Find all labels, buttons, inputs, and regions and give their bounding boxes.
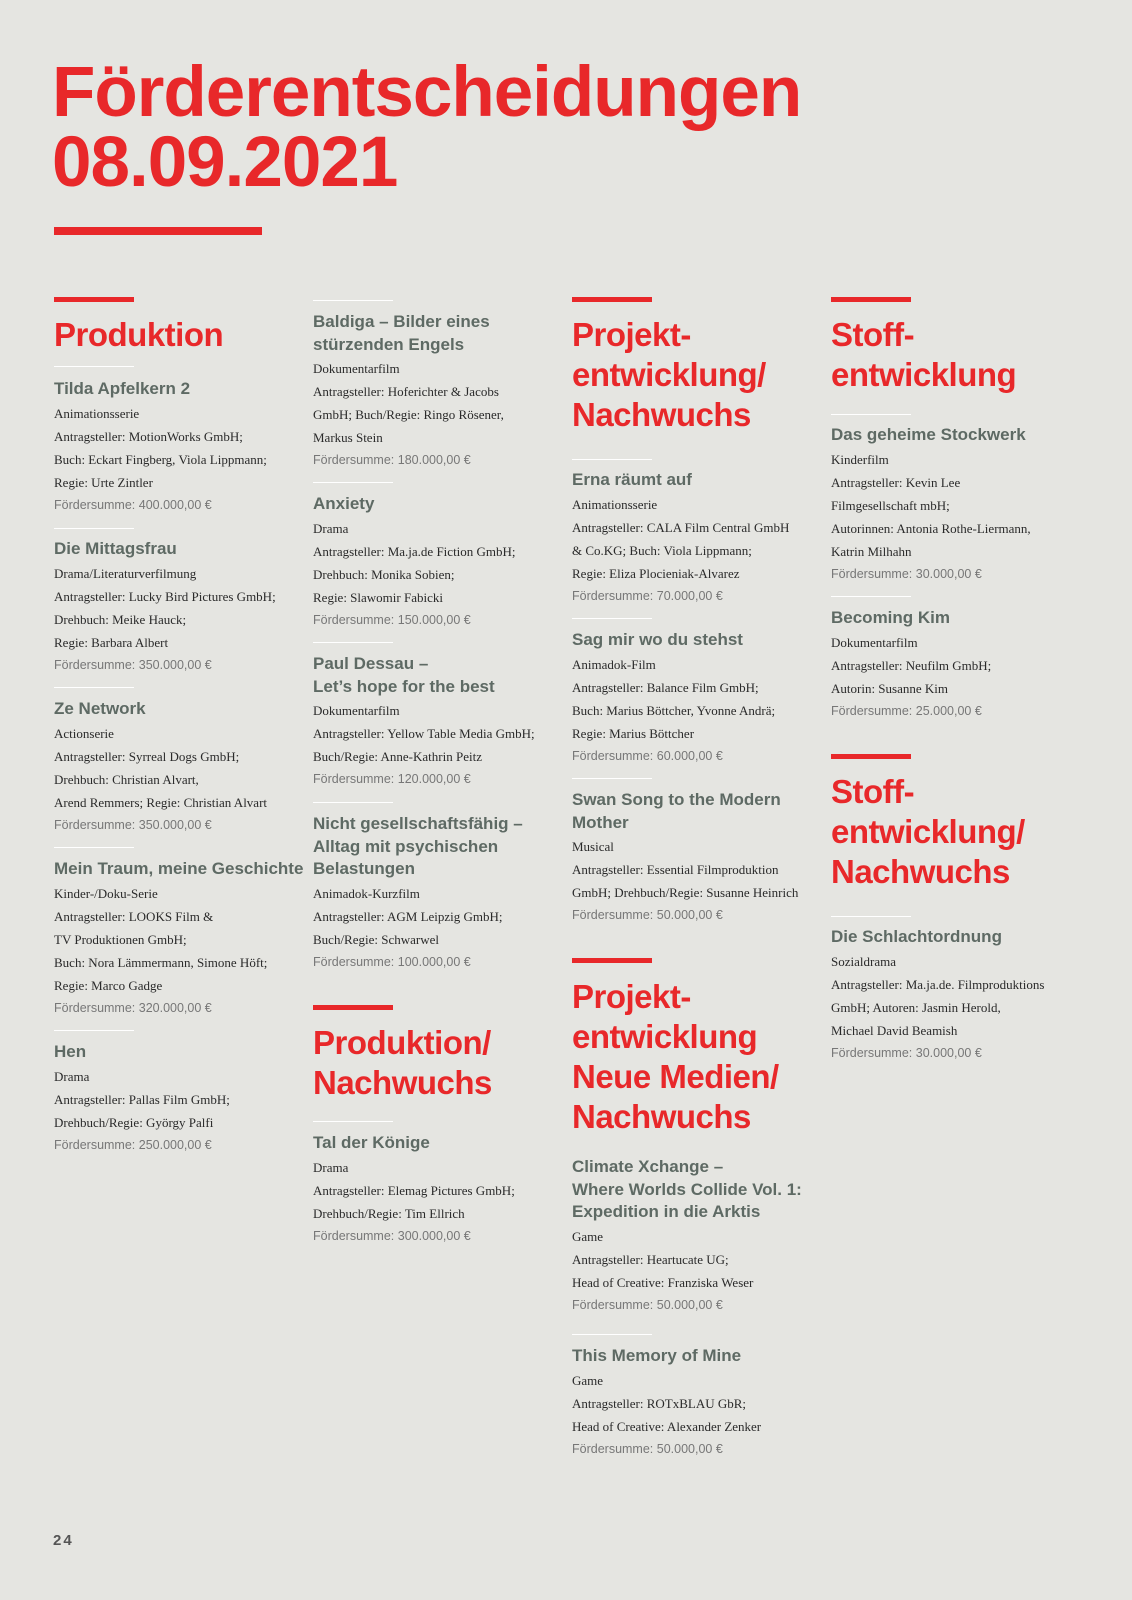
- list-item: [54, 378, 304, 517]
- list-item: [313, 1132, 563, 1248]
- entry-divider: [54, 366, 134, 367]
- entry-detail-line: & Co.KG; Buch: Viola Lippmann;: [572, 542, 752, 558]
- section-heading-projektentwicklung-nachwuchs: Projekt- entwicklung/ Nachwuchs: [572, 316, 766, 433]
- entry-amount: Fördersumme: 50.000,00 €: [572, 908, 723, 922]
- entry-detail-line: Antragsteller: Pallas Film GmbH;: [54, 1091, 230, 1107]
- entry-genre: Drama: [313, 520, 349, 536]
- entry-detail-line: Buch/Regie: Schwarwel: [313, 931, 439, 947]
- entry-detail-line: Antragsteller: Yellow Table Media GmbH;: [313, 726, 535, 741]
- entry-amount: Fördersumme: 50.000,00 €: [572, 1297, 723, 1312]
- entry-detail-line: Antragsteller: Balance Film GmbH;: [572, 679, 759, 695]
- entry-amount: Fördersumme: 30.000,00 €: [831, 566, 982, 581]
- list-item: [572, 1156, 822, 1317]
- entry-genre: Sozialdrama: [831, 953, 896, 969]
- entry-genre: Drama: [54, 1068, 90, 1084]
- entry-title: Die Schlachtordnung: [831, 927, 1002, 946]
- entry-amount: Fördersumme: 350.000,00 €: [54, 657, 212, 672]
- entry-divider: [54, 687, 134, 688]
- entry-divider: [313, 482, 393, 483]
- list-item: [572, 789, 822, 927]
- entry-genre: Drama: [313, 1159, 349, 1175]
- entry-genre: Animationsserie: [54, 405, 140, 421]
- page-number: 24: [53, 1532, 74, 1549]
- entry-title: Paul Dessau – Let’s hope for the best: [313, 654, 495, 696]
- section-heading-produktion: Produktion: [54, 316, 224, 353]
- entry-detail-line: Regie: Eliza Plocieniak-Alvarez: [572, 565, 740, 581]
- entry-genre: Actionserie: [54, 725, 114, 741]
- entry-title: Anxiety: [313, 494, 375, 513]
- entry-genre: Animadok-Film: [572, 656, 656, 672]
- entry-detail-line: Antragsteller: Syrreal Dogs GmbH;: [54, 748, 240, 764]
- entry-title: Hen: [54, 1042, 87, 1061]
- entry-detail-line: Buch/Regie: Anne-Kathrin Peitz: [313, 749, 482, 764]
- entry-detail-line: Antragsteller: AGM Leipzig GmbH;: [313, 908, 503, 924]
- entry-detail-line: Drehbuch: Christian Alvart,: [54, 771, 199, 787]
- title-date: 08.09.2021: [52, 123, 398, 202]
- entry-genre: Animationsserie: [572, 496, 658, 512]
- entry-genre: Kinderfilm: [831, 451, 889, 467]
- entry-divider: [313, 300, 393, 301]
- section-accent-bar: [313, 1005, 393, 1010]
- section-accent-bar: [572, 958, 652, 963]
- entry-detail-line: Filmgesellschaft mbH;: [831, 497, 950, 513]
- entry-amount: Fördersumme: 350.000,00 €: [54, 817, 212, 832]
- entry-detail-line: Antragsteller: Heartucate UG;: [572, 1251, 729, 1267]
- entry-genre: Animadok-Kurzfilm: [313, 885, 420, 901]
- list-item: [572, 629, 822, 768]
- entry-detail-line: Antragsteller: Elemag Pictures GmbH;: [313, 1182, 515, 1198]
- entry-detail-line: Head of Creative: Alexander Zenker: [572, 1418, 762, 1434]
- entry-divider: [572, 1334, 652, 1335]
- entry-detail-line: Katrin Milhahn: [831, 543, 912, 559]
- entry-detail-line: Buch: Nora Lämmermann, Simone Höft;: [54, 954, 268, 970]
- entry-title: Tilda Apfelkern 2: [54, 379, 191, 398]
- entry-divider: [831, 414, 911, 415]
- entry-amount: Fördersumme: 100.000,00 €: [313, 954, 471, 969]
- entry-genre: Kinder-/Doku-Serie: [54, 885, 158, 901]
- entry-amount: Fördersumme: 60.000,00 €: [572, 748, 723, 763]
- entry-divider: [831, 596, 911, 597]
- entry-detail-line: Drehbuch/Regie: György Palfi: [54, 1114, 214, 1130]
- section-heading-stoffentwicklung-nachwuchs: Stoff- entwicklung/ Nachwuchs: [831, 773, 1025, 890]
- entry-detail-line: Antragsteller: Ma.ja.de Fiction GmbH;: [313, 543, 516, 559]
- entry-title: Nicht gesellschaftsfähig – Alltag mit psychischen Belastungen: [313, 814, 523, 878]
- list-item: [572, 1345, 822, 1461]
- entry-genre: Game: [572, 1372, 604, 1388]
- entry-divider: [572, 618, 652, 619]
- entry-title: Swan Song to the Modern Mother: [572, 790, 781, 832]
- entry-title: Das geheime Stockwerk: [831, 425, 1026, 444]
- list-item: [313, 813, 563, 974]
- title-line-1: Förderentscheidungen: [52, 53, 802, 132]
- section-accent-bar: [831, 297, 911, 302]
- section-accent-bar: [831, 754, 911, 759]
- entry-detail-line: Head of Creative: Franziska Weser: [572, 1274, 754, 1290]
- entry-detail-line: Regie: Barbara Albert: [54, 634, 169, 650]
- entry-genre: Musical: [572, 839, 614, 854]
- entry-amount: Fördersumme: 70.000,00 €: [572, 588, 723, 603]
- entry-detail-line: Antragsteller: Lucky Bird Pictures GmbH;: [54, 588, 276, 604]
- entry-detail-line: Antragsteller: Kevin Lee: [831, 474, 961, 490]
- entry-divider: [831, 916, 911, 917]
- entry-detail-line: Regie: Urte Zintler: [54, 474, 153, 490]
- entry-detail-line: Arend Remmers; Regie: Christian Alvart: [54, 794, 268, 810]
- entry-divider: [313, 1121, 393, 1122]
- title-accent-bar: [54, 227, 262, 235]
- entry-title: Mein Traum, meine Geschichte: [54, 859, 304, 878]
- entry-detail-line: Regie: Marco Gadge: [54, 977, 163, 993]
- entry-amount: Fördersumme: 25.000,00 €: [831, 703, 982, 718]
- section-heading-projektentwicklung-neue-medien: Projekt- entwicklung Neue Medien/ Nachwuchs: [572, 978, 779, 1135]
- list-item: [54, 698, 304, 837]
- entry-amount: Fördersumme: 150.000,00 €: [313, 612, 471, 627]
- entry-detail-line: Regie: Slawomir Fabicki: [313, 589, 443, 605]
- entry-detail-line: Regie: Marius Böttcher: [572, 725, 695, 741]
- entry-divider: [54, 1030, 134, 1031]
- entry-detail-line: Buch: Marius Böttcher, Yvonne Andrä;: [572, 702, 776, 718]
- list-item: [831, 424, 1081, 586]
- entry-amount: Fördersumme: 30.000,00 €: [831, 1045, 982, 1060]
- entry-amount: Fördersumme: 320.000,00 €: [54, 1000, 212, 1015]
- entry-genre: Drama/Literaturverfilmung: [54, 565, 197, 581]
- entry-divider: [572, 459, 652, 460]
- entry-title: Erna räumt auf: [572, 470, 692, 489]
- entry-divider: [313, 642, 393, 643]
- entry-title: Sag mir wo du stehst: [572, 630, 743, 649]
- list-item: [54, 1041, 304, 1157]
- entry-detail-line: Antragsteller: CALA Film Central GmbH: [572, 519, 790, 535]
- list-item: [313, 493, 563, 632]
- list-item: [313, 311, 563, 472]
- section-heading-stoffentwicklung: Stoff- entwicklung: [831, 316, 1017, 393]
- list-item: [572, 469, 822, 608]
- entry-detail-line: Drehbuch/Regie: Tim Ellrich: [313, 1205, 465, 1221]
- entry-detail-line: Antragsteller: Neufilm GmbH;: [831, 657, 992, 673]
- entry-title: Climate Xchange – Where Worlds Collide Vol. 1: Expedition in die Arktis: [572, 1157, 802, 1221]
- entry-detail-line: Antragsteller: LOOKS Film &: [54, 908, 214, 924]
- entry-detail-line: Antragsteller: MotionWorks GmbH;: [54, 428, 243, 444]
- entry-amount: Fördersumme: 180.000,00 €: [313, 453, 471, 467]
- entry-title: Ze Network: [54, 699, 146, 718]
- section-accent-bar: [572, 297, 652, 302]
- entry-detail-line: GmbH; Buch/Regie: Ringo Rösener,: [313, 407, 504, 422]
- entry-title: Baldiga – Bilder eines stürzenden Engels: [313, 312, 490, 354]
- entry-detail-line: Autorinnen: Antonia Rothe-Liermann,: [831, 520, 1031, 536]
- page-title: [52, 53, 802, 202]
- list-item: [54, 858, 304, 1020]
- entry-detail-line: Drehbuch: Monika Sobien;: [313, 566, 455, 582]
- entry-detail-line: Drehbuch: Meike Hauck;: [54, 611, 187, 627]
- entry-genre: Dokumentarfilm: [313, 361, 400, 376]
- entry-divider: [54, 528, 134, 529]
- entry-genre: Dokumentarfilm: [831, 634, 918, 650]
- entry-amount: Fördersumme: 120.000,00 €: [313, 772, 471, 786]
- entry-detail-line: Autorin: Susanne Kim: [831, 680, 948, 696]
- entry-amount: Fördersumme: 50.000,00 €: [572, 1441, 723, 1456]
- entry-divider: [572, 778, 652, 779]
- entry-detail-line: Michael David Beamish: [831, 1022, 958, 1038]
- entry-detail-line: Buch: Eckart Fingberg, Viola Lippmann;: [54, 451, 267, 467]
- entry-genre: Dokumentarfilm: [313, 703, 400, 718]
- list-item: [54, 538, 304, 677]
- entry-detail-line: TV Produktionen GmbH;: [54, 931, 187, 947]
- entry-detail-line: Markus Stein: [313, 430, 383, 445]
- entry-divider: [313, 802, 393, 803]
- entry-divider: [54, 847, 134, 848]
- list-item: [831, 607, 1081, 723]
- entry-detail-line: GmbH; Drehbuch/Regie: Susanne Heinrich: [572, 885, 799, 900]
- entry-amount: Fördersumme: 250.000,00 €: [54, 1137, 212, 1152]
- entry-detail-line: Antragsteller: Hoferichter & Jacobs: [313, 384, 499, 399]
- section-accent-bar: [54, 297, 134, 302]
- list-item: [313, 653, 563, 791]
- section-heading-produktion-nachwuchs: Produktion/ Nachwuchs: [313, 1024, 492, 1101]
- entry-title: Die Mittagsfrau: [54, 539, 177, 558]
- entry-title: Becoming Kim: [831, 608, 951, 627]
- entry-detail-line: Antragsteller: ROTxBLAU GbR;: [572, 1395, 747, 1411]
- entry-title: Tal der Könige: [313, 1133, 430, 1152]
- entry-genre: Game: [572, 1228, 604, 1244]
- list-item: [831, 926, 1081, 1065]
- entry-detail-line: GmbH; Autoren: Jasmin Herold,: [831, 999, 1001, 1015]
- entry-title: This Memory of Mine: [572, 1346, 742, 1365]
- entry-detail-line: Antragsteller: Ma.ja.de. Filmproduktions: [831, 976, 1045, 992]
- entry-amount: Fördersumme: 300.000,00 €: [313, 1228, 471, 1243]
- entry-amount: Fördersumme: 400.000,00 €: [54, 497, 212, 512]
- entry-detail-line: Antragsteller: Essential Filmproduktion: [572, 862, 779, 877]
